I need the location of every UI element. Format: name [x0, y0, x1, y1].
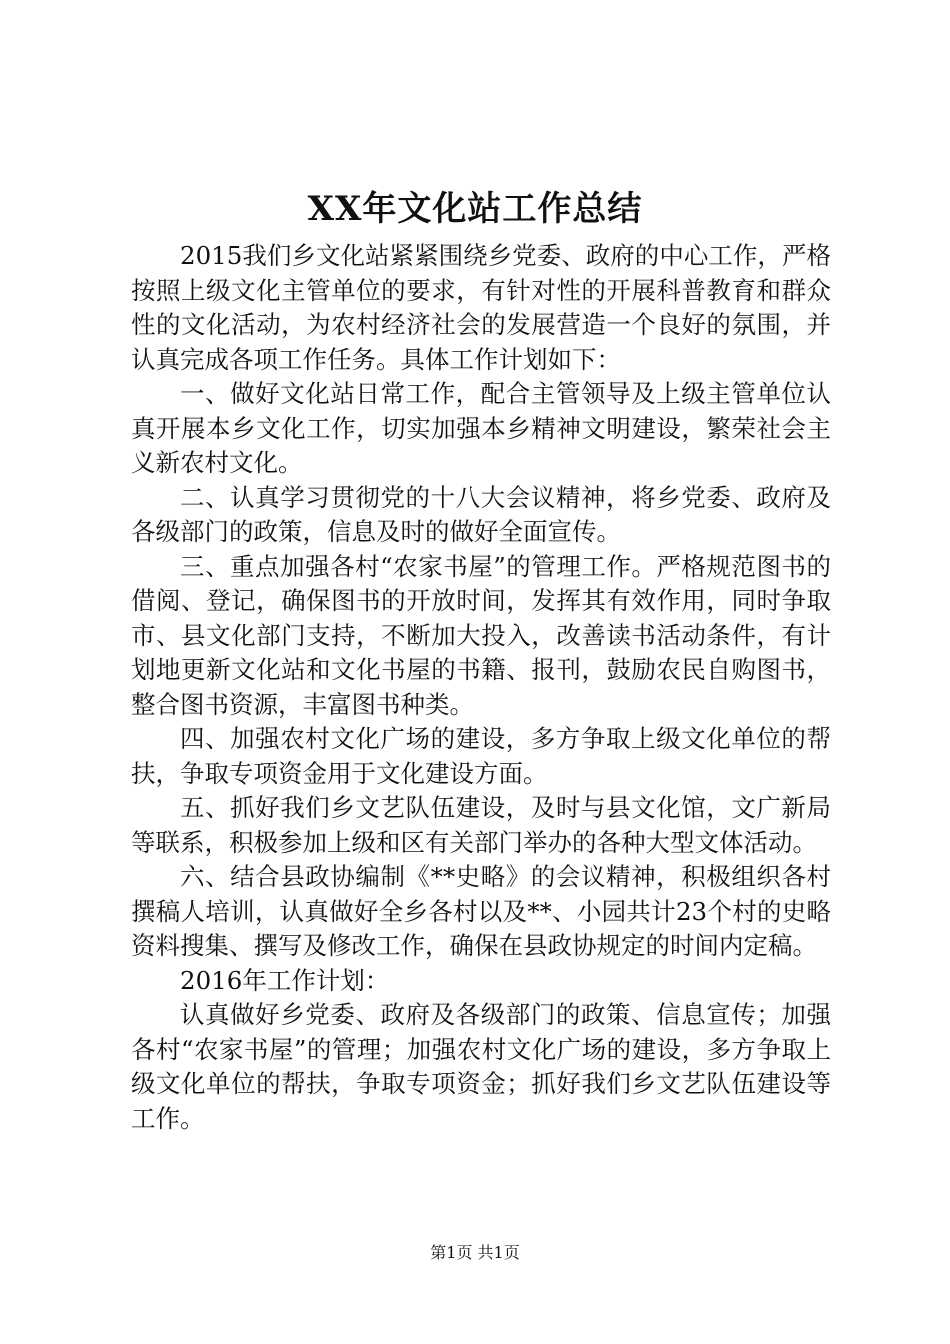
- item-one-paragraph: 一、做好文化站日常工作，配合主管领导及上级主管单位认真开展本乡文化工作，切实加强本乡精神文明建设，繁荣社会主义新农村文化。: [131, 379, 831, 477]
- item-four-paragraph: 四、加强农村文化广场的建设，多方争取上级文化单位的帮扶，争取专项资金用于文化建设方面。: [131, 724, 831, 788]
- document-body: [131, 239, 831, 1136]
- page-footer: 第1页 共1页: [430, 1243, 520, 1262]
- item-six-paragraph: 六、结合县政协编制《**史略》的会议精神，积极组织各村撰稿人培训，认真做好全乡各村以及**、小园共计23个村的史略资料搜集、撰写及修改工作，确保在县政协规定的时间内定稿。: [131, 862, 831, 960]
- document-title: XX年文化站工作总结: [307, 189, 643, 229]
- item-five-paragraph: 五、抓好我们乡文艺队伍建设，及时与县文化馆，文广新局等联系，积极参加上级和区有关部门举办的各种大型文体活动。: [131, 793, 831, 857]
- item-three-paragraph: 三、重点加强各村“农家书屋”的管理工作。严格规范图书的借阅、登记，确保图书的开放时间，发挥其有效作用，同时争取市、县文化部门支持，不断加大投入，改善读书活动条件，有计划地更新文化站和文化书屋的书籍、报刊，鼓励农民自购图书，整合图书资源，丰富图书种类。: [131, 551, 831, 719]
- plan-heading: 2016年工作计划：: [180, 965, 390, 995]
- plan-paragraph: 认真做好乡党委、政府及各级部门的政策、信息宣传；加强各村“农家书屋”的管理；加强农村文化广场的建设，多方争取上级文化单位的帮扶，争取专项资金；抓好我们乡文艺队伍建设等工作。: [131, 1000, 831, 1133]
- intro-paragraph: 2015我们乡文化站紧紧围绕乡党委、政府的中心工作，严格按照上级文化主管单位的要求，有针对性的开展科普教育和群众性的文化活动，为农村经济社会的发展营造一个良好的氛围，并认真完成各项工作任务。具体工作计划如下：: [131, 241, 831, 374]
- item-two-paragraph: 二、认真学习贯彻党的十八大会议精神，将乡党委、政府及各级部门的政策，信息及时的做好全面宣传。: [131, 482, 831, 546]
